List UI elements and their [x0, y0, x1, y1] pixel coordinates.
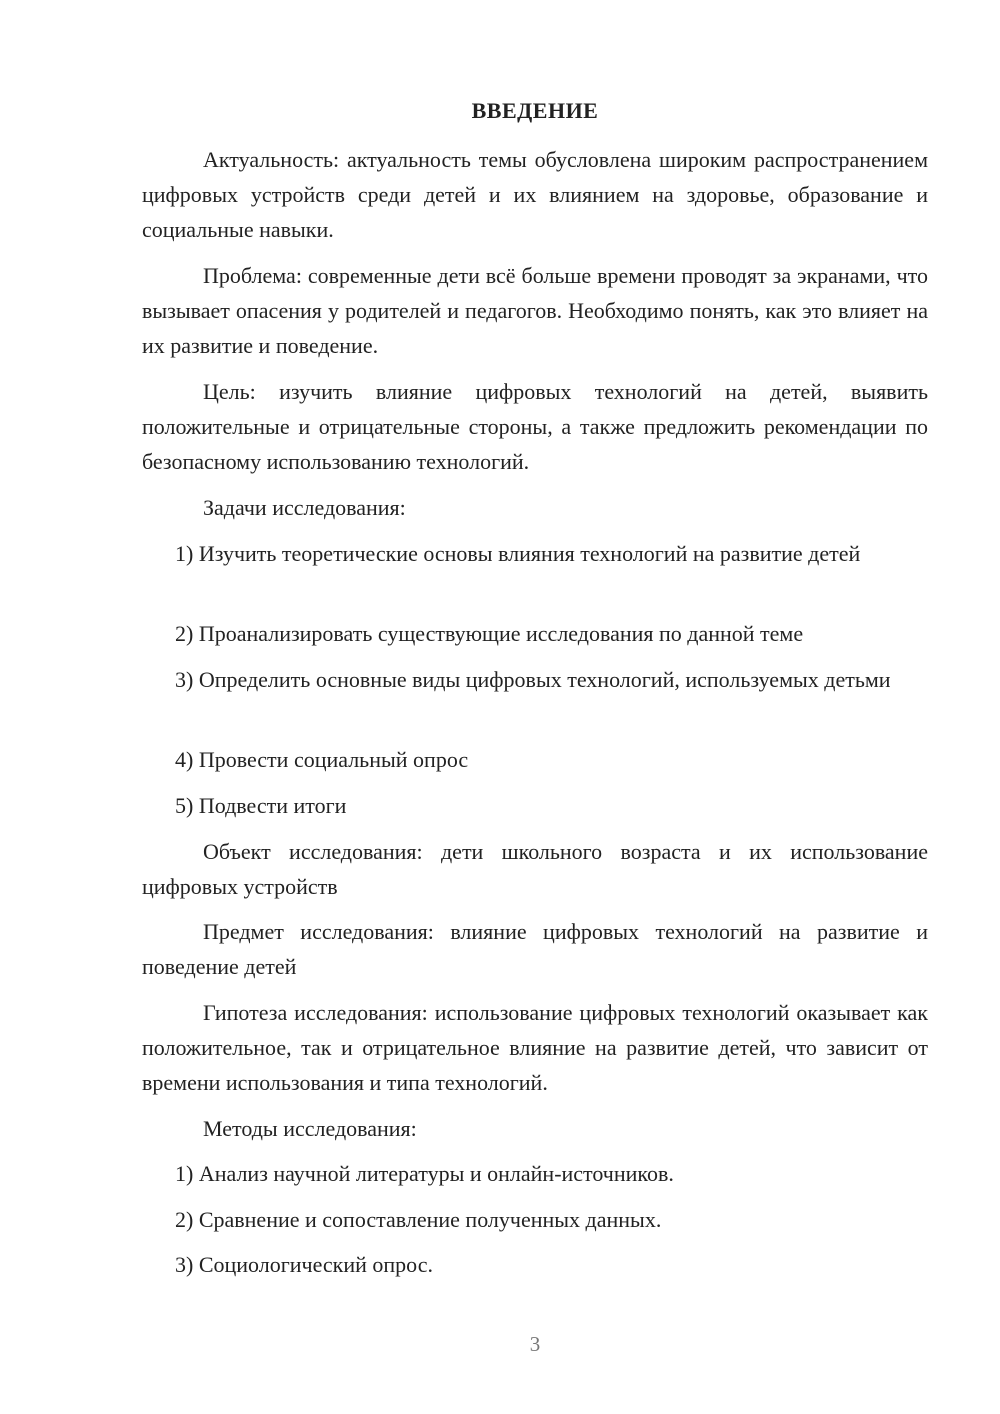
list-item-task-4: 4) Провести социальный опрос: [175, 747, 469, 772]
paragraph-tasks-heading: Задачи исследования:: [203, 495, 406, 520]
section-title: ВВЕДЕНИЕ: [471, 98, 599, 123]
list-item-task-1: 1) Изучить теоретические основы влияния технологий на развитие детей: [175, 541, 861, 566]
list-item-task-3: 3) Определить основные виды цифровых технологий, используемых детьми: [175, 667, 891, 692]
paragraph-methods-heading: Методы исследования:: [203, 1116, 417, 1141]
document-page: [142, 0, 928, 1414]
paragraph-object: Объект исследования: дети школьного возраста и их использование цифровых устройств: [142, 839, 928, 899]
paragraph-problem: Проблема: современные дети всё больше времени проводят за экранами, что вызывает опасения у родителей и педагогов. Необходимо понять, как это влияет на их развитие и поведение.: [142, 263, 928, 358]
paragraph-subject: Предмет исследования: влияние цифровых технологий на развитие и поведение детей: [142, 919, 928, 979]
page-number: 3: [529, 1332, 541, 1356]
list-item-task-5: 5) Подвести итоги: [175, 793, 347, 818]
list-item-method-3: 3) Социологический опрос.: [175, 1252, 433, 1277]
list-item-method-2: 2) Сравнение и сопоставление полученных данных.: [175, 1207, 662, 1232]
paragraph-hypothesis: Гипотеза исследования: использование цифровых технологий оказывает как положительное, так и отрицательное влияние на развитие детей, что зависит от времени использования и типа технологий.: [142, 1000, 928, 1095]
paragraph-goal: Цель: изучить влияние цифровых технологий на детей, выявить положительные и отрицательные стороны, а также предложить рекомендации по безопасному использованию технологий.: [142, 379, 928, 474]
paragraph-relevance: Актуальность: актуальность темы обусловлена широким распространением цифровых устройств среди детей и их влиянием на здоровье, образование и социальные навыки.: [142, 147, 928, 242]
list-item-method-1: 1) Анализ научной литературы и онлайн-источников.: [175, 1161, 674, 1186]
list-item-task-2: 2) Проанализировать существующие исследования по данной теме: [175, 621, 804, 646]
